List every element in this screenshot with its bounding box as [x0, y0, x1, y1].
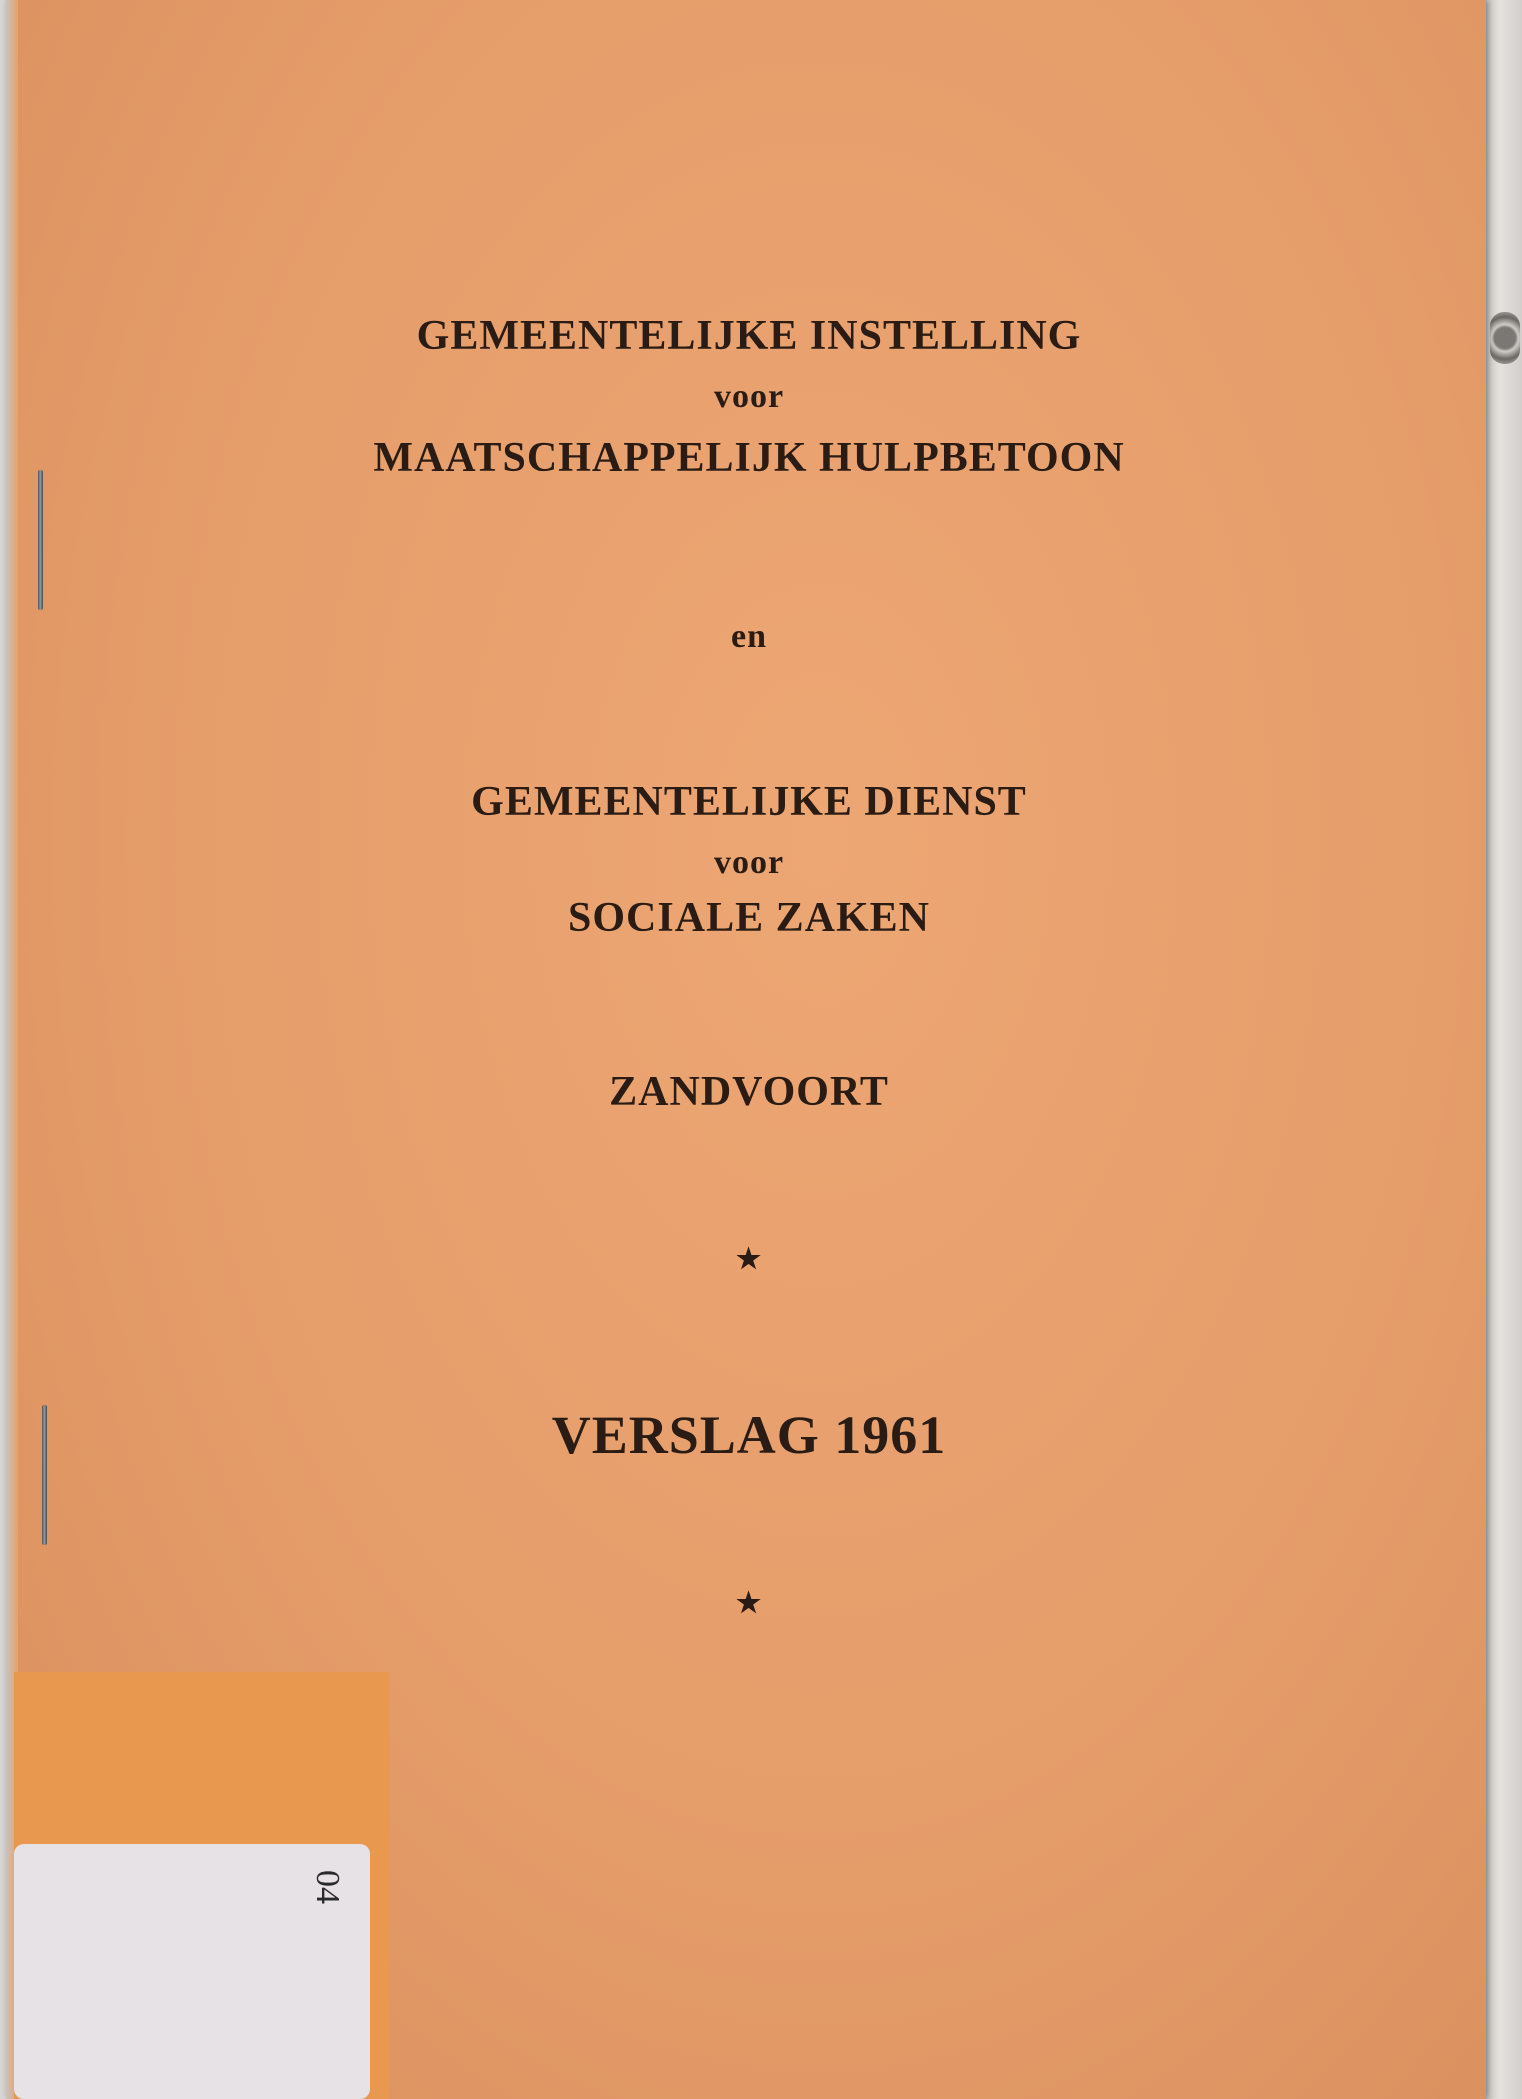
staple-top: [38, 470, 43, 610]
institution-subtitle: MAATSCHAPPELIJK HULPBETOON: [373, 435, 1125, 481]
shelf-code: 04: [309, 1870, 346, 1904]
star-ornament-icon: ★: [735, 1588, 763, 1619]
connector-voor-2: voor: [713, 844, 785, 881]
connector-voor-1: voor: [713, 378, 785, 415]
institution-title: GEMEENTELIJKE INSTELLING: [416, 313, 1082, 359]
star-ornament-icon: ★: [735, 1244, 763, 1275]
service-subtitle: SOCIALE ZAKEN: [568, 895, 930, 941]
binder-ring-icon: [1490, 312, 1520, 364]
city-name: ZANDVOORT: [609, 1069, 889, 1115]
connector-en: en: [731, 618, 767, 655]
report-title: VERSLAG 1961: [551, 1405, 947, 1465]
service-title: GEMEENTELIJKE DIENST: [471, 779, 1027, 825]
